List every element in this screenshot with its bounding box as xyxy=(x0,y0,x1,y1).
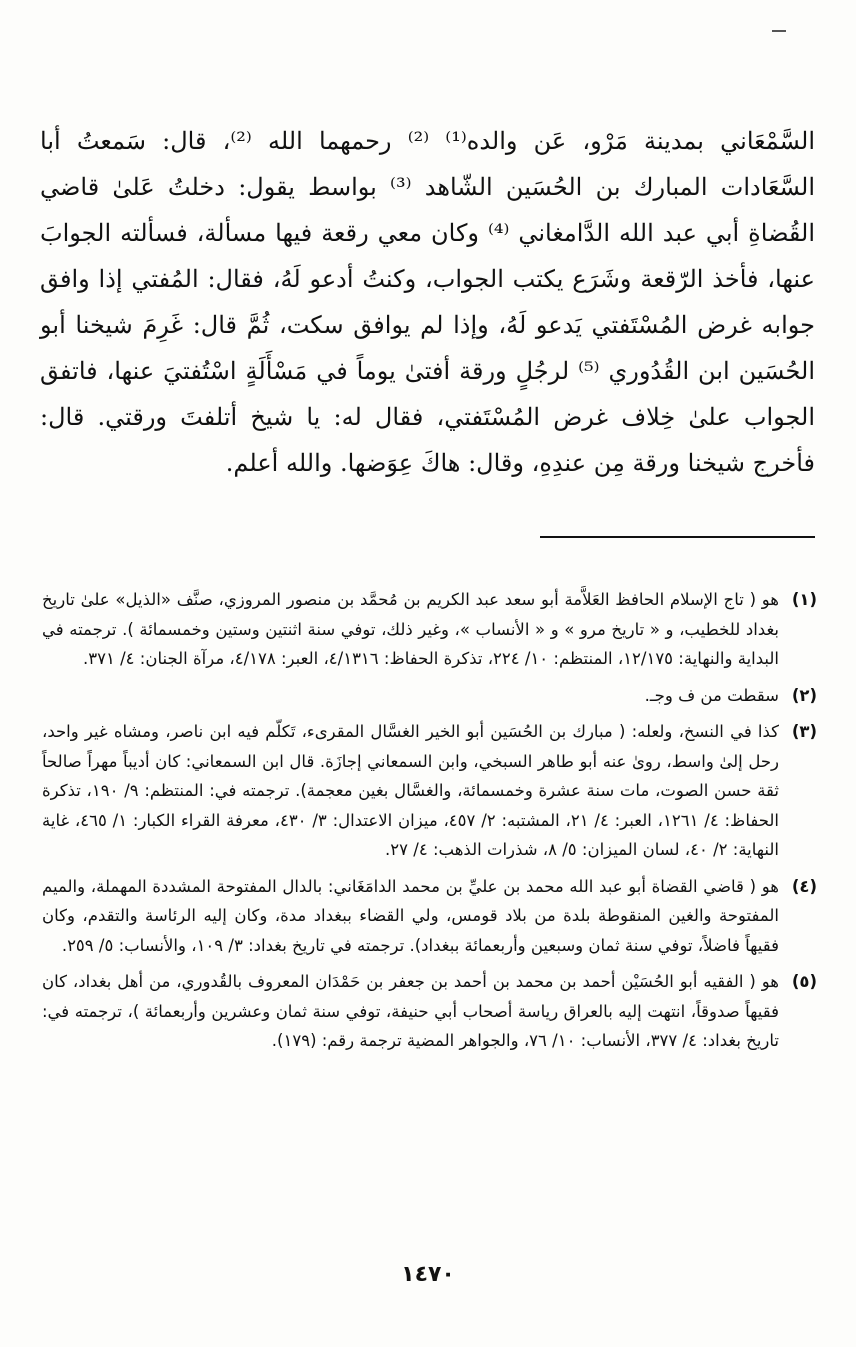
footnote-text: هو ( تاج الإسلام الحافظ العَلاَّمة أبو سعد عبد الكريم بن مُحمَّد بن منصور المروزي، صنَّف «الذيل» علىٰ تاريخ بغداد للخطيب، و « تاريخ مرو » و « الأنساب »، وغير ذلك، توفي سنة اثنتين وستين وخمسمائة ). ترجمته في البداية والنهاية: ١٢/١٧٥، المنتظم: ١٠/ ٢٢٤، تذكرة الحفاظ: ٤/١٣١٦، العبر: ٤/١٧٨، مرآة الجنان: ٤/ ٣٧١. xyxy=(42,590,779,668)
footnote xyxy=(42,585,817,674)
footnote-text: هو ( الفقيه أبو الحُسَيْن أحمد بن محمد بن أحمد بن جعفر بن حَمْدَان المعروف بالقُدوري، من أهل بغداد، كان فقيهاً صدوقاً، انتهت إليه بالعراق رياسة أصحاب أبي حنيفة، توفي سنة ثمان وعشرين وأربعمائة )، ترجمته في: تاريخ بغداد: ٤/ ٣٧٧، الأنساب: ١٠/ ٧٦، والجواهر المضية ترجمة رقم: (١٧٩). xyxy=(42,972,779,1050)
footnote-text: كذا في النسخ، ولعله: ( مبارك بن الحُسَين أبو الخير الغسَّال المقرىء، تَكلّم فيه ابن ناصر، ومشاه غير واحد، رحل إلىٰ واسط، روىٰ عنه أبو طاهر السبخي، وابن السمعاني إجازَة. قال ابن السمعاني: كان أديباً مهراً صالحاً ثقة حسن الصوت، مات سنة عشرة وخمسمائة، والغسَّال بغين معجمة). ترجمته في: المنتظم: ٩/ ١٩٠، تذكرة الحفاظ: ٤/ ١٢٦١، العبر: ٤/ ٢١، المشتبه: ٢/ ٤٥٧، ميزان الاعتدال: ٣/ ٤٣٠، معرفة القراء الكبار: ١/ ٤٦٥، غاية النهاية: ٢/ ٤٠، لسان الميزان: ٥/ ٨، شذرات الذهب: ٤/ ٢٧. xyxy=(42,722,779,859)
footnote-text: هو ( قاضي القضاة أبو عبد الله محمد بن عليِّ بن محمد الدامَغَاني: بالدال المفتوحة المشددة المهملة، والميم المفتوحة والغين المنقوطة بلدة من بلاد قومس، ولي القضاء ببغداد مدة، وكان إليه الرئاسة والتقدم، وكان فقيهاً فاضلاً، توفي سنة ثمان وسبعين وأربعمائة ببغداد). ترجمته في تاريخ بغداد: ٣/ ١٠٩، والأنساب: ٥/ ٢٥٩. xyxy=(42,876,779,955)
footnote xyxy=(42,872,817,961)
corner-mark xyxy=(772,30,786,32)
footnote xyxy=(42,967,817,1056)
footnote-number: (٣) xyxy=(791,722,817,741)
footnotes xyxy=(42,585,817,1063)
footnote-number: (٤) xyxy=(791,876,817,896)
footnote-number: (٥) xyxy=(791,972,817,991)
footnote xyxy=(42,681,817,711)
footnote xyxy=(42,717,817,865)
main-paragraph: السَّمْعَاني بمدينة مَرْو، عَن والده⁽¹⁾ ⁽²⁾ رحمهما الله ⁽²⁾، قال: سَمعتُ أبا السَّعَادات المبارك بن الحُسَين الشّاهد ⁽³⁾ بواسط يقول: دخلتُ عَلىٰ قاضي القُضاةِ أبي عبد الله الدَّامغاني ⁽⁴⁾ وكان معي رقعة فيها مسألة، فسألته الجوابَ عنها، فأخذ الرّقعة وشَرَع يكتب الجواب، وكنتُ أدعو لَهُ، فقال: المُفتي إذا وافق جوابه غرض المُسْتَفتي يَدعو لَهُ، وإذا لم يوافق سكت، ثُمَّ قال: غَرِمَ شيخنا أبو الحُسَين ابن القُدُوري ⁽⁵⁾ لرجُلٍ ورقة أفتىٰ يوماً في مَسْأَلَةٍ اسْتُفتيَ عنها، فاتفق الجواب علىٰ خِلاف غرض المُسْتَفتي، فقال له: يا شيخ أتلفتَ ورقتي. قال: فأخرج شيخنا ورقة مِن عندِهِ، وقال: هاكَ عِوَضها. والله أعلم. xyxy=(40,127,816,477)
footnote-divider xyxy=(540,536,815,538)
footnote-number: (٢) xyxy=(791,685,817,705)
footnote-number: (١) xyxy=(791,590,817,609)
page-number: ١٤٧٠ xyxy=(401,1262,455,1287)
footnote-text: سقطت من ف وجـ. xyxy=(644,685,779,705)
main-text xyxy=(40,118,815,486)
